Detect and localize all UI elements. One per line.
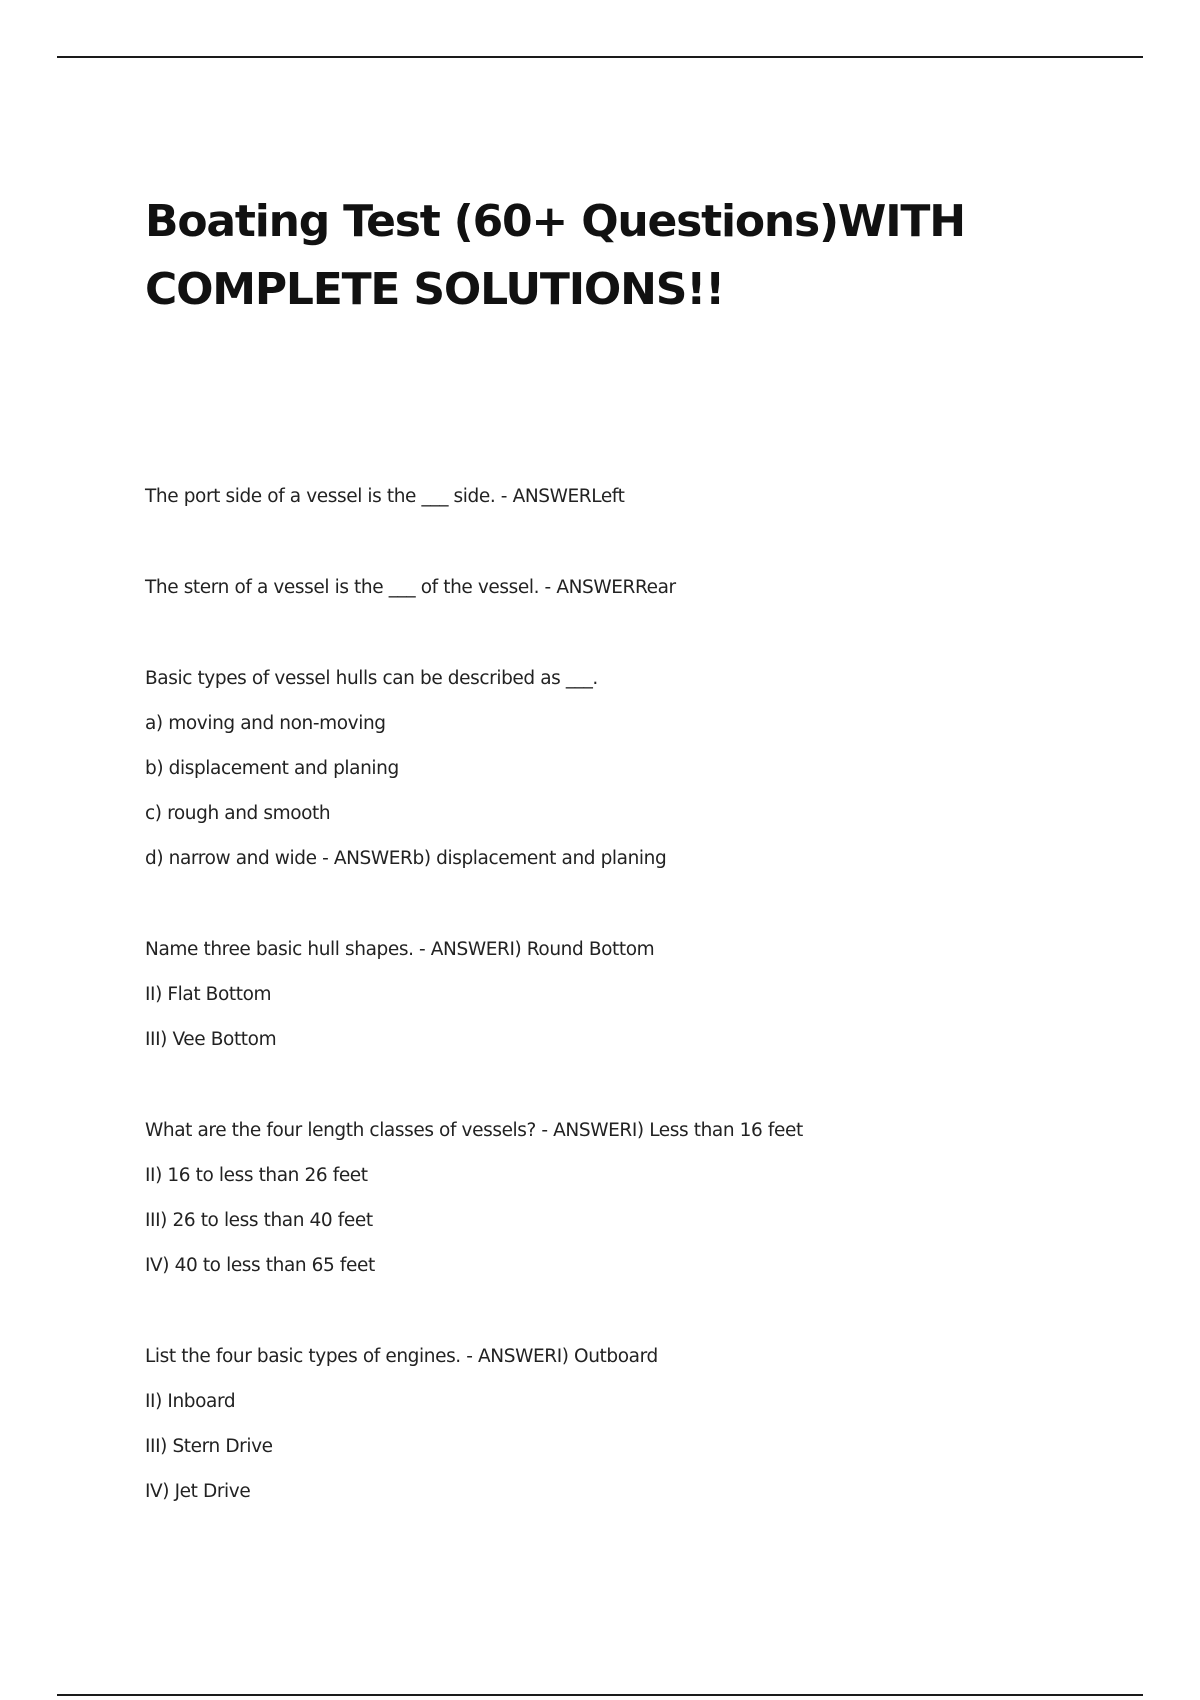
answer-line: IV) Jet Drive: [145, 1481, 251, 1502]
answer-option: c) rough and smooth: [145, 803, 331, 824]
header-rule: [57, 56, 1143, 58]
document-title: [145, 188, 1095, 324]
title-line-2: COMPLETE SOLUTIONS!!: [145, 264, 724, 315]
question-line: Name three basic hull shapes. - ANSWERI) Round Bottom: [145, 939, 655, 960]
question-line: The stern of a vessel is the ___ of the vessel. - ANSWERRear: [145, 577, 676, 598]
question-line: List the four basic types of engines. - ANSWERI) Outboard: [145, 1346, 658, 1367]
answer-option: d) narrow and wide - ANSWERb) displacement and planing: [145, 848, 667, 869]
answer-line: II) Flat Bottom: [145, 984, 272, 1005]
answer-option: b) displacement and planing: [145, 758, 399, 779]
question-item: [145, 565, 1095, 610]
answer-line: II) 16 to less than 26 feet: [145, 1165, 368, 1186]
question-line: The port side of a vessel is the ___ side. - ANSWERLeft: [145, 486, 625, 507]
question-line: Basic types of vessel hulls can be described as ___.: [145, 668, 598, 689]
answer-option: a) moving and non-moving: [145, 713, 386, 734]
question-item: [145, 927, 1095, 1062]
answer-line: IV) 40 to less than 65 feet: [145, 1255, 375, 1276]
footer-rule: [57, 1694, 1143, 1696]
question-line: What are the four length classes of vessels? - ANSWERI) Less than 16 feet: [145, 1120, 803, 1141]
question-item: [145, 1334, 1095, 1514]
title-line-1: Boating Test (60+ Questions)WITH: [145, 196, 965, 247]
answer-line: III) Stern Drive: [145, 1436, 273, 1457]
question-item: [145, 474, 1095, 519]
answer-line: II) Inboard: [145, 1391, 236, 1412]
answer-line: III) 26 to less than 40 feet: [145, 1210, 373, 1231]
question-item: [145, 656, 1095, 881]
answer-line: III) Vee Bottom: [145, 1029, 277, 1050]
question-item: [145, 1108, 1095, 1288]
question-list: [145, 474, 1095, 1560]
